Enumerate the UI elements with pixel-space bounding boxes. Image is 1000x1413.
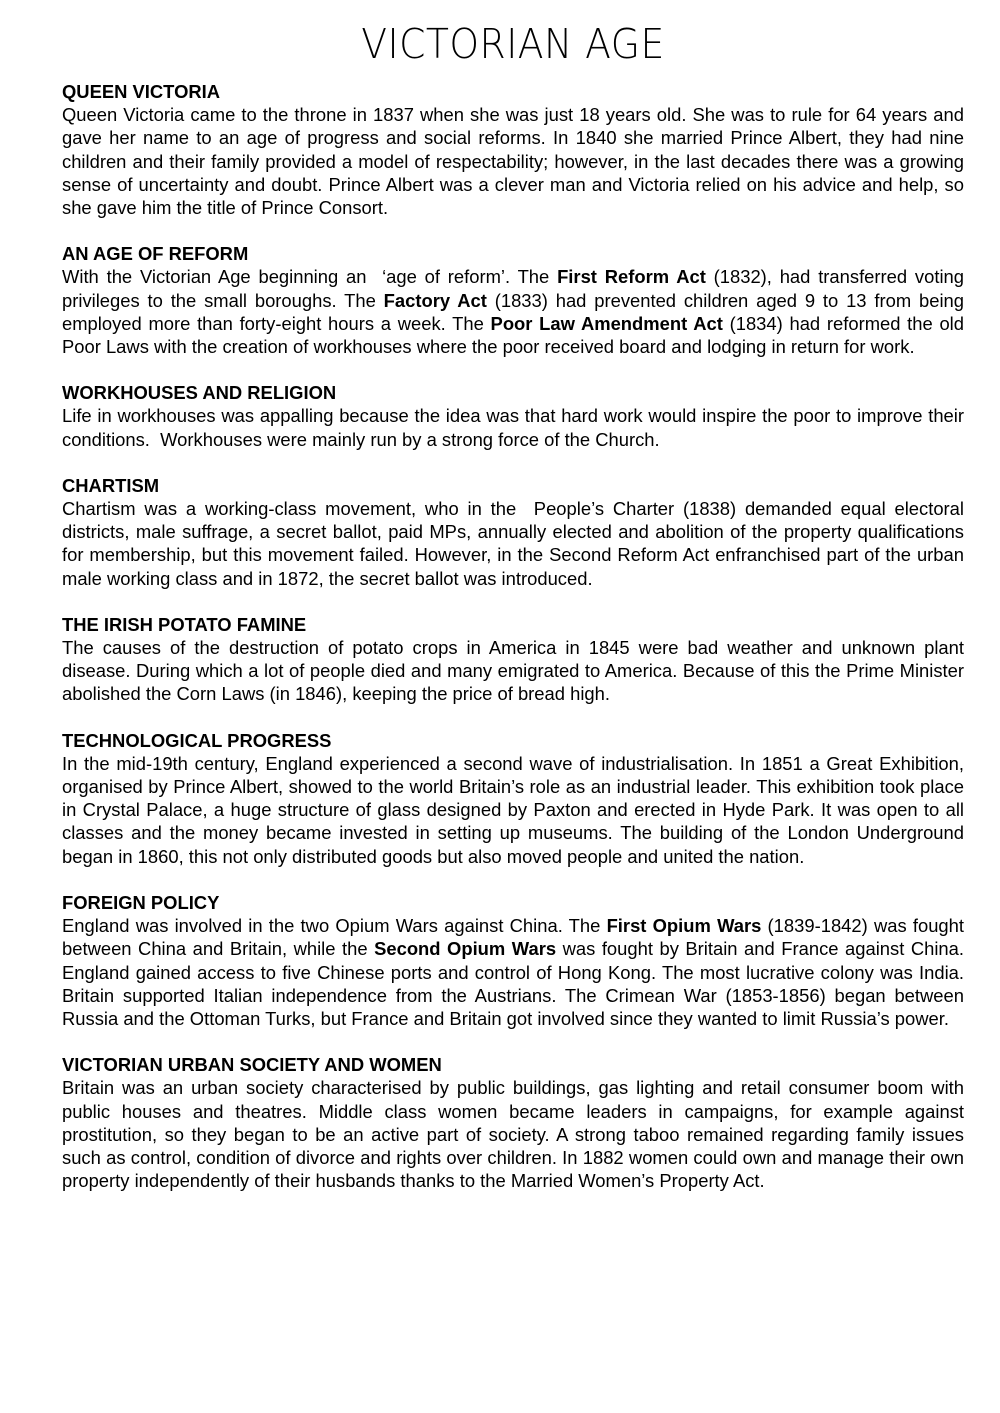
section-body: Britain was an urban society characterised by public buildings, gas lighting and retail consumer boom with public houses and theatres. Middle class women became leaders in campaigns, for example against prostitution, so they began to be an active part of society. A strong taboo remained regarding family issues such as control, condition of divorce and rights over children. In 1882 women could own and manage their own property independently of their husbands thanks to the Married Women’s Property Act. <box>62 1077 964 1192</box>
section-body: Chartism was a working-class movement, who in the People’s Charter (1838) demanded equal electoral districts, male suffrage, a secret ballot, paid MPs, annually elected and abolition of the property qualifications for membership, but this movement failed. However, in the Second Reform Act enfranchised part of the urban male working class and in 1872, the secret ballot was introduced. <box>62 498 964 589</box>
document-page <box>62 0 964 1215</box>
section-body: Life in workhouses was appalling because the idea was that hard work would inspire the poor to improve their conditions. Workhouses were mainly run by a strong force of the Church. <box>62 405 964 450</box>
section-heading: TECHNOLOGICAL PROGRESS <box>62 729 332 751</box>
bold-term: First Reform Act <box>557 266 706 288</box>
bold-term: Poor Law Amendment Act <box>490 312 723 334</box>
body-text: (1833) had prevented children aged 9 to 13 from being employed more than forty-eight hours a week. The <box>62 289 964 334</box>
section-heading: WORKHOUSES AND RELIGION <box>62 382 337 404</box>
body-text: (1832), had transferred voting privileges to the small boroughs. The <box>62 266 964 311</box>
section-body <box>62 265 964 358</box>
section-heading: QUEEN VICTORIA <box>62 81 221 102</box>
body-text: (1834) had reformed the old Poor Laws with the creation of workhouses where the poor received board and lodging in return for work. <box>62 312 964 358</box>
body-text: was fought by Britain and France against China. England gained access to five Chinese ports and control of Hong Kong. The most lucrative colony was India. Britain supported Italian independence from the Austrians. The Crimean War (1853-1856) began between Russia and the Ottoman Turks, but France and Britain got involved since they wanted to limit Russia’s power. <box>62 938 964 1029</box>
section-age-of-reform <box>62 242 964 358</box>
section-victorian-urban-society <box>62 1053 964 1192</box>
section-queen-victoria <box>62 80 964 219</box>
section-chartism <box>62 474 964 590</box>
section-foreign-policy <box>62 891 964 1030</box>
body-text: With the Victorian Age beginning an ‘age of reform’. The <box>62 266 558 288</box>
section-workhouses-and-religion <box>62 381 964 451</box>
document-title: VICTORIAN AGE <box>361 20 665 68</box>
section-body <box>62 914 964 1030</box>
section-body: Queen Victoria came to the throne in 1837 when she was just 18 years old. She was to rule for 64 years and gave her name to an age of progress and social reforms. In 1840 she married Prince Albert, they had nine children and their family provided a model of respectability; however, in the last decades there was a growing sense of uncertainty and doubt. Prince Albert was a clever man and Victoria relied on his advice and help, so she gave him the title of Prince Consort. <box>62 104 964 219</box>
bold-term: First Opium Wars <box>606 915 762 937</box>
section-heading: VICTORIAN URBAN SOCIETY AND WOMEN <box>62 1054 442 1076</box>
section-body: In the mid-19th century, England experienced a second wave of industrialisation. In 1851 a Great Exhibition, organised by Prince Albert, showed to the world Britain’s role as an industrial leader. This exhibition took place in Crystal Palace, a huge structure of glass designed by Paxton and erected in Hyde Park. It was open to all classes and the money became invested in setting up museums. The building of the London Underground began in 1860, this not only distributed goods but also moved people and united the nation. <box>62 752 964 867</box>
section-heading: AN AGE OF REFORM <box>62 243 249 265</box>
bold-term: Second Opium Wars <box>374 938 557 960</box>
body-text: England was involved in the two Opium Wars against China. The <box>62 915 607 937</box>
section-heading: FOREIGN POLICY <box>62 891 220 913</box>
body-text: (1839-1842) was fought between China and Britain, while the <box>62 915 964 960</box>
section-heading: THE IRISH POTATO FAMINE <box>62 613 307 635</box>
section-technological-progress <box>62 729 964 868</box>
bold-term: Factory Act <box>383 289 487 311</box>
section-body: The causes of the destruction of potato crops in America in 1845 were bad weather and unknown plant disease. During which a lot of people died and many emigrated to America. Because of this the Prime Minister abolished the Corn Laws (in 1846), keeping the price of bread high. <box>62 637 964 705</box>
section-heading: CHARTISM <box>62 474 160 496</box>
section-irish-potato-famine <box>62 613 964 706</box>
